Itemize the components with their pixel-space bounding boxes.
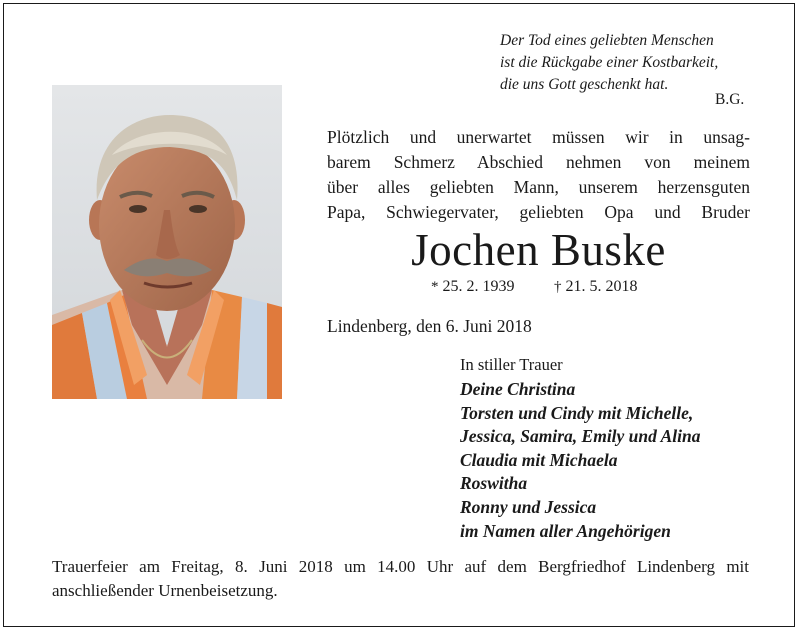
deceased-name: Jochen Buske bbox=[411, 225, 666, 275]
quote-block bbox=[500, 30, 760, 96]
quote-line: Der Tod eines geliebten Menschen bbox=[500, 32, 714, 49]
place-and-date: Lindenberg, den 6. Juni 2018 bbox=[327, 316, 532, 336]
funeral-line: anschließender Urnenbeisetzung. bbox=[52, 581, 278, 600]
mourner-entry: Roswitha bbox=[460, 473, 528, 494]
intro-line: barem Schmerz Abschied nehmen von meinem bbox=[327, 152, 750, 172]
mourner-entry: Jessica, Samira, Emily und Alina bbox=[460, 426, 701, 447]
quote-line: ist die Rückgabe einer Kostbarkeit, bbox=[500, 54, 719, 71]
birth-date-group bbox=[431, 276, 515, 298]
mourner-entry: Deine Christina bbox=[460, 379, 576, 399]
birth-date: 25. 2. 1939 bbox=[442, 278, 515, 295]
portrait-illustration bbox=[52, 85, 282, 399]
mourner-entry: im Namen aller Angehörigen bbox=[460, 520, 671, 541]
mourner-entry: Claudia mit Michaela bbox=[460, 449, 618, 470]
intro-line: über alles geliebten Mann, unserem herzensguten bbox=[327, 177, 750, 197]
mourning-heading: In stiller Trauer bbox=[460, 355, 563, 374]
quote-author: B.G. bbox=[715, 91, 745, 108]
intro-line: Plötzlich und unerwartet müssen wir in unsag- bbox=[327, 127, 750, 147]
mourners-list bbox=[460, 378, 780, 543]
mourner-entry: Torsten und Cindy mit Michelle, bbox=[460, 402, 694, 423]
intro-line: Papa, Schwiegervater, geliebten Opa und Bruder bbox=[327, 202, 750, 222]
death-date: 21. 5. 2018 bbox=[565, 278, 638, 295]
mourner-entry: Ronny und Jessica bbox=[460, 496, 597, 517]
death-cross-icon: † bbox=[554, 279, 562, 295]
funeral-line: Trauerfeier am Freitag, 8. Juni 2018 um 14.00 Uhr auf dem Bergfriedhof Lindenberg mit bbox=[52, 557, 749, 576]
quote-line: die uns Gott geschenkt hat. bbox=[500, 76, 669, 93]
funeral-info bbox=[52, 555, 749, 603]
intro-text bbox=[327, 125, 750, 225]
death-date-group bbox=[554, 276, 638, 298]
birth-star-icon: * bbox=[431, 279, 439, 295]
portrait-photo bbox=[52, 85, 282, 399]
